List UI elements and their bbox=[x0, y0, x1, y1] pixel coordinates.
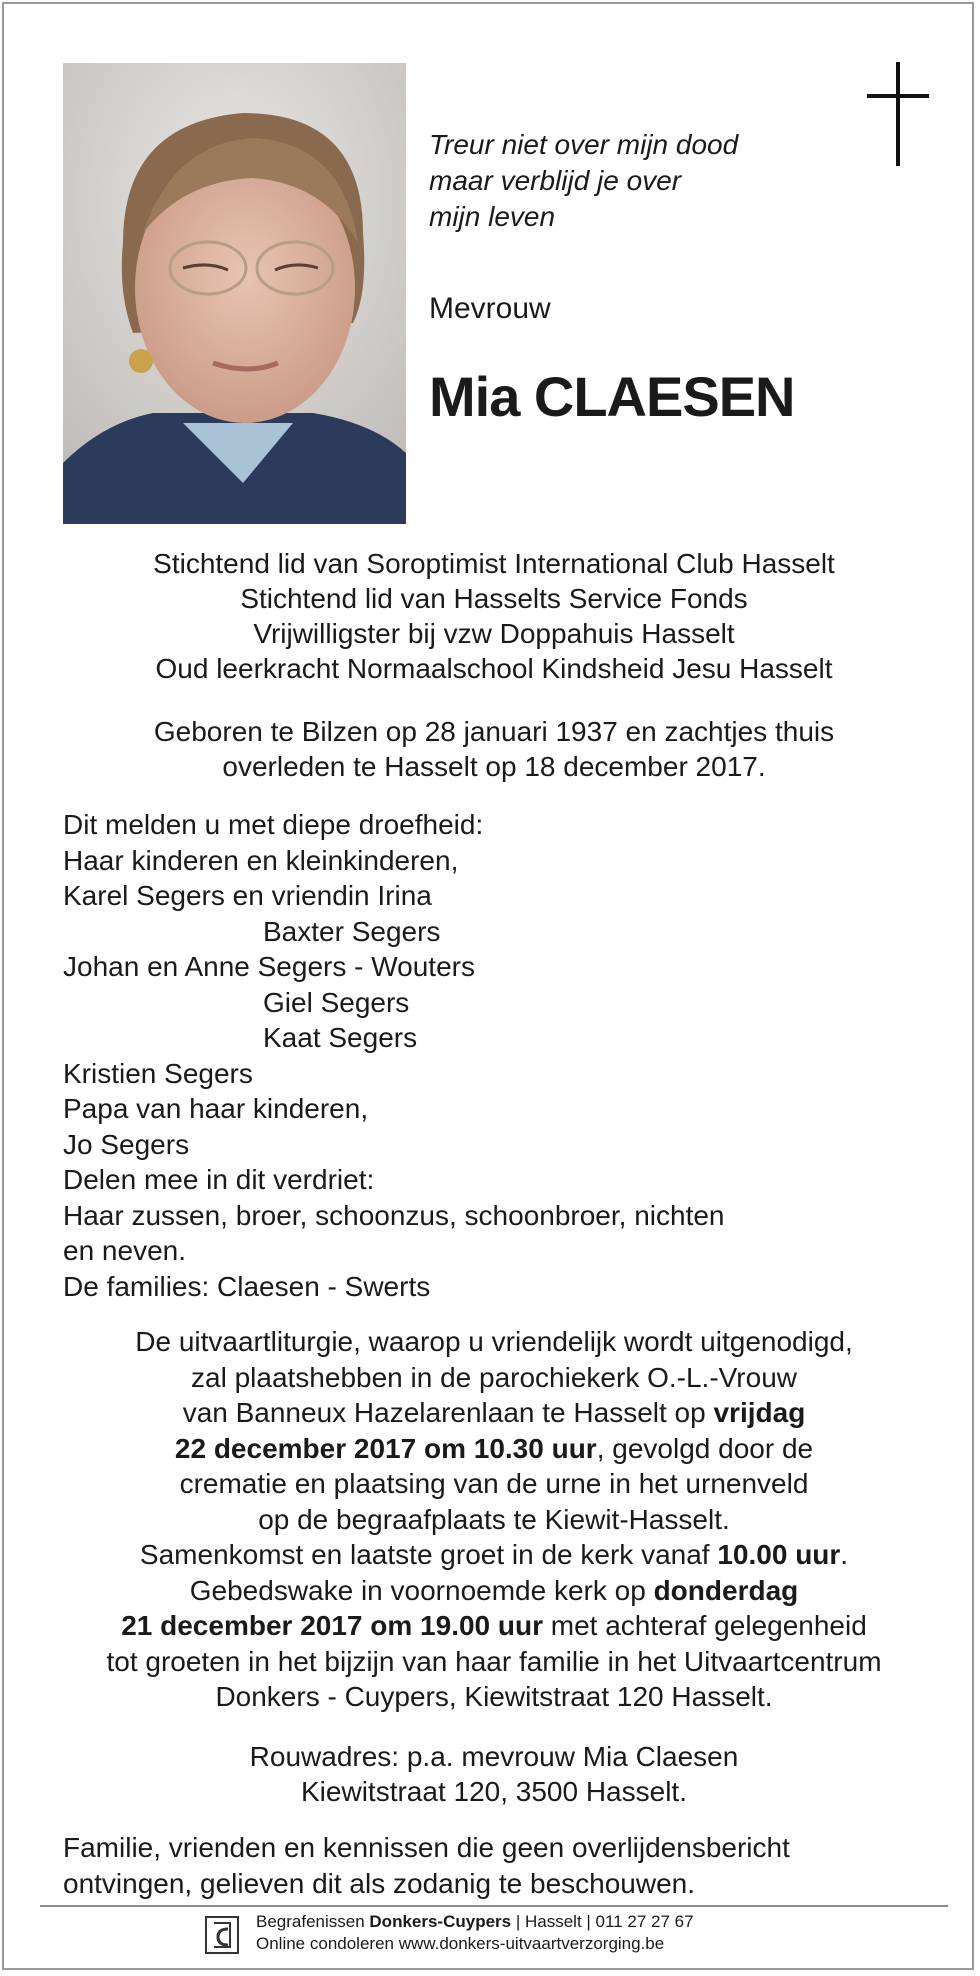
funeral-line: op de begraafplaats te Kiewit-Hasselt. bbox=[258, 1503, 730, 1535]
role-line: Vrijwilligster bij vzw Doppahuis Hasselt bbox=[253, 618, 735, 649]
role-line: Oud leerkracht Normaalschool Kindsheid Jesu Hasselt bbox=[155, 653, 833, 684]
family-block bbox=[63, 807, 943, 1304]
family-line: Kaat Segers bbox=[263, 1022, 418, 1053]
address-line: Rouwadres: p.a. mevrouw Mia Claesen bbox=[249, 1741, 739, 1772]
closing-block bbox=[63, 1830, 943, 1901]
family-line: Haar kinderen en kleinkinderen, bbox=[63, 844, 459, 876]
quote-line: mijn leven bbox=[429, 201, 556, 232]
gathering-time: 10.00 uur bbox=[717, 1539, 841, 1570]
family-line: De families: Claesen - Swerts bbox=[63, 1270, 431, 1302]
footer-line-1: Begrafenissen Donkers-Cuypers | Hasselt | 011 27 27 67 bbox=[256, 1912, 694, 1931]
deceased-name: Mia CLAESEN bbox=[429, 365, 795, 428]
quote-line: Treur niet over mijn dood bbox=[429, 129, 739, 160]
funeral-line: tot groeten in het bijzijn van haar familie in het Uitvaartcentrum bbox=[106, 1645, 882, 1677]
family-line: en neven. bbox=[63, 1235, 186, 1266]
funeral-line: zal plaatshebben in de parochiekerk O.-L.-Vrouw bbox=[191, 1361, 797, 1393]
quote-line: maar verblijd je over bbox=[429, 165, 682, 196]
obituary-card bbox=[2, 2, 974, 1970]
funeral-line: crematie en plaatsing van de urne in het urnenveld bbox=[179, 1468, 809, 1499]
funeral-home-name: Donkers-Cuypers bbox=[369, 1912, 512, 1931]
family-intro: Dit melden u met diepe droefheid: bbox=[63, 809, 484, 840]
funeral-line: 21 december 2017 om 19.00 uur met achteraf gelegenheid bbox=[121, 1610, 867, 1641]
family-line: Giel Segers bbox=[263, 986, 410, 1018]
cross-icon bbox=[867, 62, 929, 166]
footer-divider bbox=[40, 1905, 948, 1907]
address-block bbox=[44, 1739, 944, 1809]
footer-line-2: Online condoleren www.donkers-uitvaartverzorging.be bbox=[256, 1934, 665, 1953]
funeral-day: vrijdag bbox=[713, 1397, 806, 1428]
family-line: Papa van haar kinderen, bbox=[63, 1093, 369, 1124]
funeral-line: Gebedswake in voornoemde kerk op donderdag bbox=[189, 1574, 799, 1606]
funeral-line: van Banneux Hazelarenlaan te Hasselt op vrijdag bbox=[182, 1397, 806, 1428]
vigil-date: 21 december 2017 om 19.00 uur bbox=[121, 1610, 543, 1641]
family-line: Baxter Segers bbox=[263, 915, 441, 947]
quote bbox=[429, 127, 849, 235]
family-line: Kristien Segers bbox=[63, 1057, 253, 1089]
family-line: Johan en Anne Segers - Wouters bbox=[63, 951, 475, 982]
family-line: Delen mee in dit verdriet: bbox=[63, 1164, 375, 1195]
roles-block bbox=[44, 546, 944, 686]
closing-line: ontvingen, gelieven dit als zodanig te beschouwen. bbox=[63, 1867, 695, 1899]
funeral-home-logo-icon bbox=[204, 1915, 240, 1955]
death-line: overleden te Hasselt op 18 december 2017. bbox=[222, 751, 766, 782]
funeral-line: Samenkomst en laatste groet in de kerk vanaf 10.00 uur. bbox=[139, 1539, 849, 1570]
family-line: Haar zussen, broer, schoonzus, schoonbroer, nichten bbox=[63, 1199, 725, 1231]
funeral-line: 22 december 2017 om 10.30 uur, gevolgd door de bbox=[174, 1432, 814, 1464]
address-line: Kiewitstraat 120, 3500 Hasselt. bbox=[301, 1776, 687, 1807]
closing-line: Familie, vrienden en kennissen die geen overlijdensbericht bbox=[63, 1832, 790, 1863]
vigil-day: donderdag bbox=[653, 1574, 799, 1606]
funeral-block bbox=[44, 1324, 944, 1715]
role-line: Stichtend lid van Hasselts Service Fonds bbox=[240, 583, 748, 614]
birth-line: Geboren te Bilzen op 28 januari 1937 en zachtjes thuis bbox=[153, 716, 835, 747]
family-line: Jo Segers bbox=[63, 1128, 190, 1160]
funeral-line: Donkers - Cuypers, Kiewitstraat 120 Hasselt. bbox=[215, 1681, 773, 1712]
footer bbox=[204, 1911, 804, 1963]
funeral-date: 22 december 2017 om 10.30 uur bbox=[174, 1432, 597, 1464]
role-line: Stichtend lid van Soroptimist International Club Hasselt bbox=[153, 548, 835, 579]
salutation: Mevrouw bbox=[429, 292, 551, 325]
footer-text bbox=[256, 1911, 694, 1955]
family-line: Karel Segers en vriendin Irina bbox=[63, 880, 432, 911]
portrait-photo bbox=[63, 63, 406, 524]
birth-death-block bbox=[44, 714, 944, 784]
funeral-line: De uitvaartliturgie, waarop u vriendelijk wordt uitgenodigd, bbox=[135, 1326, 853, 1357]
